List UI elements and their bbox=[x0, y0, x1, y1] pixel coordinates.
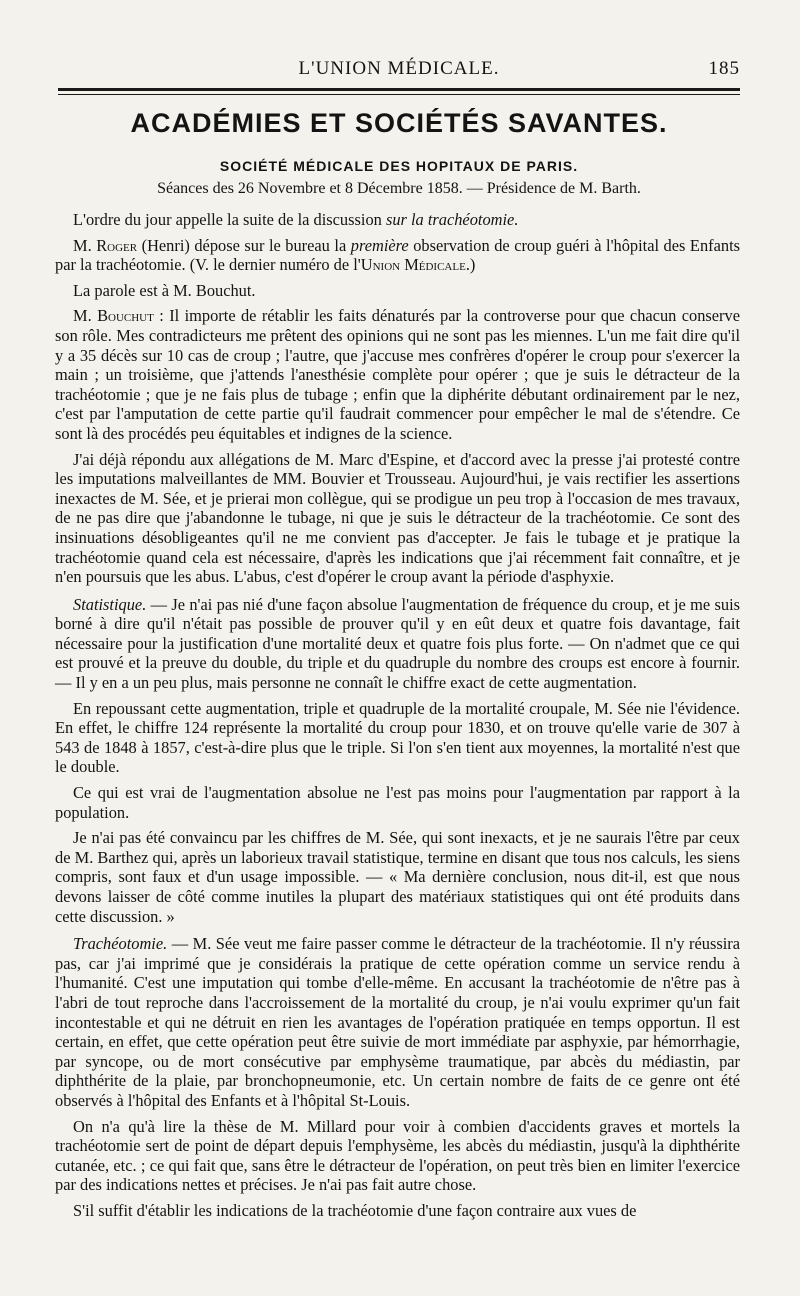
paragraph: On n'a qu'à lire la thèse de M. Millard pour voir à combien d'accidents graves et mortels la trachéotomie sert de point de départ depuis l'emphysème, les abcès du médiastin, jusqu'à la diphthérite cutanée, etc. ; ce qui fait que, sans être le détracteur de l'opération, on peut très bien en limiter l'exercice par des indications nettes et précises. Je n'ai pas fait autre chose. bbox=[55, 1116, 740, 1195]
paragraph: Ce qui est vrai de l'augmentation absolue ne l'est pas moins pour l'augmentation par rapport à la population. bbox=[55, 783, 740, 822]
subsection-label: Trachéotomie. bbox=[73, 934, 168, 954]
paragraph-text: observation de croup guéri à l'hôpital des Enfants par la trachéotomie. (V. le dernier numéro de l' bbox=[55, 235, 740, 275]
paragraph: S'il suffit d'établir les indications de la trachéotomie d'une façon contraire aux vues de bbox=[73, 1200, 637, 1220]
session-line: Séances des 26 Novembre et 8 Décembre 1858. — Présidence de M. Barth. bbox=[157, 180, 641, 197]
paragraph bbox=[55, 236, 740, 275]
paragraph-italic: première bbox=[350, 235, 409, 255]
paragraph-text: (Henri) dépose sur le bureau la bbox=[137, 235, 351, 255]
speaker-name: Roger bbox=[96, 235, 138, 255]
paragraph-text: — M. Sée veut me faire passer comme le détracteur de la trachéotomie. Il n'y réussira pas, car j'ai imprimé que je considérais la pratique de cette opération comme un service rendu à l'humanité. C'est une imputation qui tombe d'elle-même. En accusant la trachéotomie de n'être pas à l'abri de tout reproche dans l'accroissement de la mortalité du croup, je n'ai voulu exprimer qu'un fait incontestable et qui ne détruit en rien les avantages de l'opération pratiquée en temps opportun. Il est certain, en effet, que cette opération peut être suivie de mort immédiate par asphyxie, par hémorrhagie, par syncope, ou de mort consécutive par emphysème traumatique, par abcès du médiastin, par diphthérite de la plaie, par bronchopneumonie, etc. Un certain nombre de faits de ce genre ont été observés à l'hôpital des Enfants et à l'hôpital St-Louis. bbox=[55, 934, 740, 1110]
article-body bbox=[55, 210, 740, 1227]
header-rule-thin bbox=[58, 94, 740, 95]
paragraph-text: — Je n'ai pas nié d'une façon absolue l'augmentation de fréquence du croup, et je me suis borné à dire qu'il n'était pas possible de prouver qu'il y en eût deux et quatre fois davantage, fait nécessaire pour la justification d'une mortalité deux et quatre fois plus forte. — On n'admet que ce qui est prouvé et la preuve du double, du triple et du quadruple du nombre des croups est encore à fournir. — Il y en a un peu plus, mais personne ne connaît le chiffre exact de cette augmentation. bbox=[55, 594, 740, 693]
paragraph bbox=[55, 595, 740, 693]
society-title: SOCIÉTÉ MÉDICALE DES HOPITAUX DE PARIS. bbox=[219, 158, 579, 174]
paragraph bbox=[55, 306, 740, 443]
paragraph: J'ai déjà répondu aux allégations de M. Marc d'Espine, et d'accord avec la presse j'ai protesté contre les imputations malveillantes de MM. Bouvier et Trousseau. Aujourd'hui, je vais rectifier les assertions inexactes de M. Sée, et je prierai mon collègue, qui se prodigue un peu trop à l'occasion de mes travaux, de ne pas dire que j'abandonne le tubage, ni que je suis le détracteur de la trachéotomie. Ce sont des insinuations désobligeantes qu'il ne me convient pas d'accepter. Je fais le tubage et je pratique la trachéotomie quand cela est nécessaire, d'après les indications que j'ai récemment fait connaître, et je n'en poursuis que les abus. L'abus, c'est d'opérer le croup avant la période d'asphyxie. bbox=[55, 449, 740, 587]
paragraph-italic: sur la trachéotomie. bbox=[385, 210, 519, 229]
speaker-name: Bouchut bbox=[97, 306, 154, 326]
running-title: L'UNION MÉDICALE. bbox=[298, 58, 500, 79]
journal-name: Union Médicale bbox=[360, 255, 466, 275]
paragraph: Je n'ai pas été convaincu par les chiffres de M. Sée, qui sont inexacts, et je ne saurais l'être par ceux de M. Barthez qui, après un laborieux travail statistique, termine en disant que tous nos calculs, les siens compris, sont faux et d'un usage impossible. — « Ma dernière conclusion, nous dit-il, est que nous devons laisser de côté comme inutiles la plupart des matériaux statistiques qui ont été produits dans cette discussion. » bbox=[55, 828, 740, 926]
paragraph-text: .) bbox=[465, 255, 476, 275]
page-number: 185 bbox=[708, 58, 740, 79]
paragraph-text: L'ordre du jour appelle la suite de la discussion bbox=[73, 210, 386, 229]
paragraph: En repoussant cette augmentation, triple et quadruple de la mortalité croupale, M. Sée nie l'évidence. En effet, le chiffre 124 représente la mortalité du croup pour 1830, et on trouve qu'elle varie de 307 à 543 de 1848 à 1857, c'est-à-dire plus que le triple. Si l'on s'en tient aux moyennes, la mortalité n'est que le double. bbox=[55, 698, 740, 777]
header-rule-thick bbox=[58, 88, 740, 91]
paragraph: La parole est à M. Bouchut. bbox=[73, 280, 256, 300]
paragraph-text: : Il importe de rétablir les faits dénaturés par la controverse pour que chacun conserve son rôle. Mes contradicteurs me prêtent des opinions qui ne sont pas les miennes. L'un me fait dire qu'il y a 35 décès sur 10 cas de croup ; l'autre, que j'accuse mes confrères d'opérer le croup pour s'exercer la main ; un troisième, que j'attends l'anesthésie complète pour opérer ; que je suis le détracteur de la trachéotomie ; que je ne fais plus de tubage ; enfin que la diphérite débutant ordinairement par le nez, c'est par l'amputation de cette partie qu'il faudrait commencer pour empêcher le mal de s'étendre. Ce sont là des procédés peu équitables et indignes de la science. bbox=[55, 306, 740, 443]
running-header bbox=[58, 50, 740, 80]
paragraph bbox=[55, 934, 740, 1110]
subsection-label: Statistique. bbox=[73, 594, 147, 614]
paragraph-text: M. bbox=[73, 306, 98, 326]
paragraph-text: M. bbox=[73, 235, 97, 255]
paragraph bbox=[55, 210, 740, 230]
section-title: ACADÉMIES ET SOCIÉTÉS SAVANTES. bbox=[130, 108, 668, 138]
